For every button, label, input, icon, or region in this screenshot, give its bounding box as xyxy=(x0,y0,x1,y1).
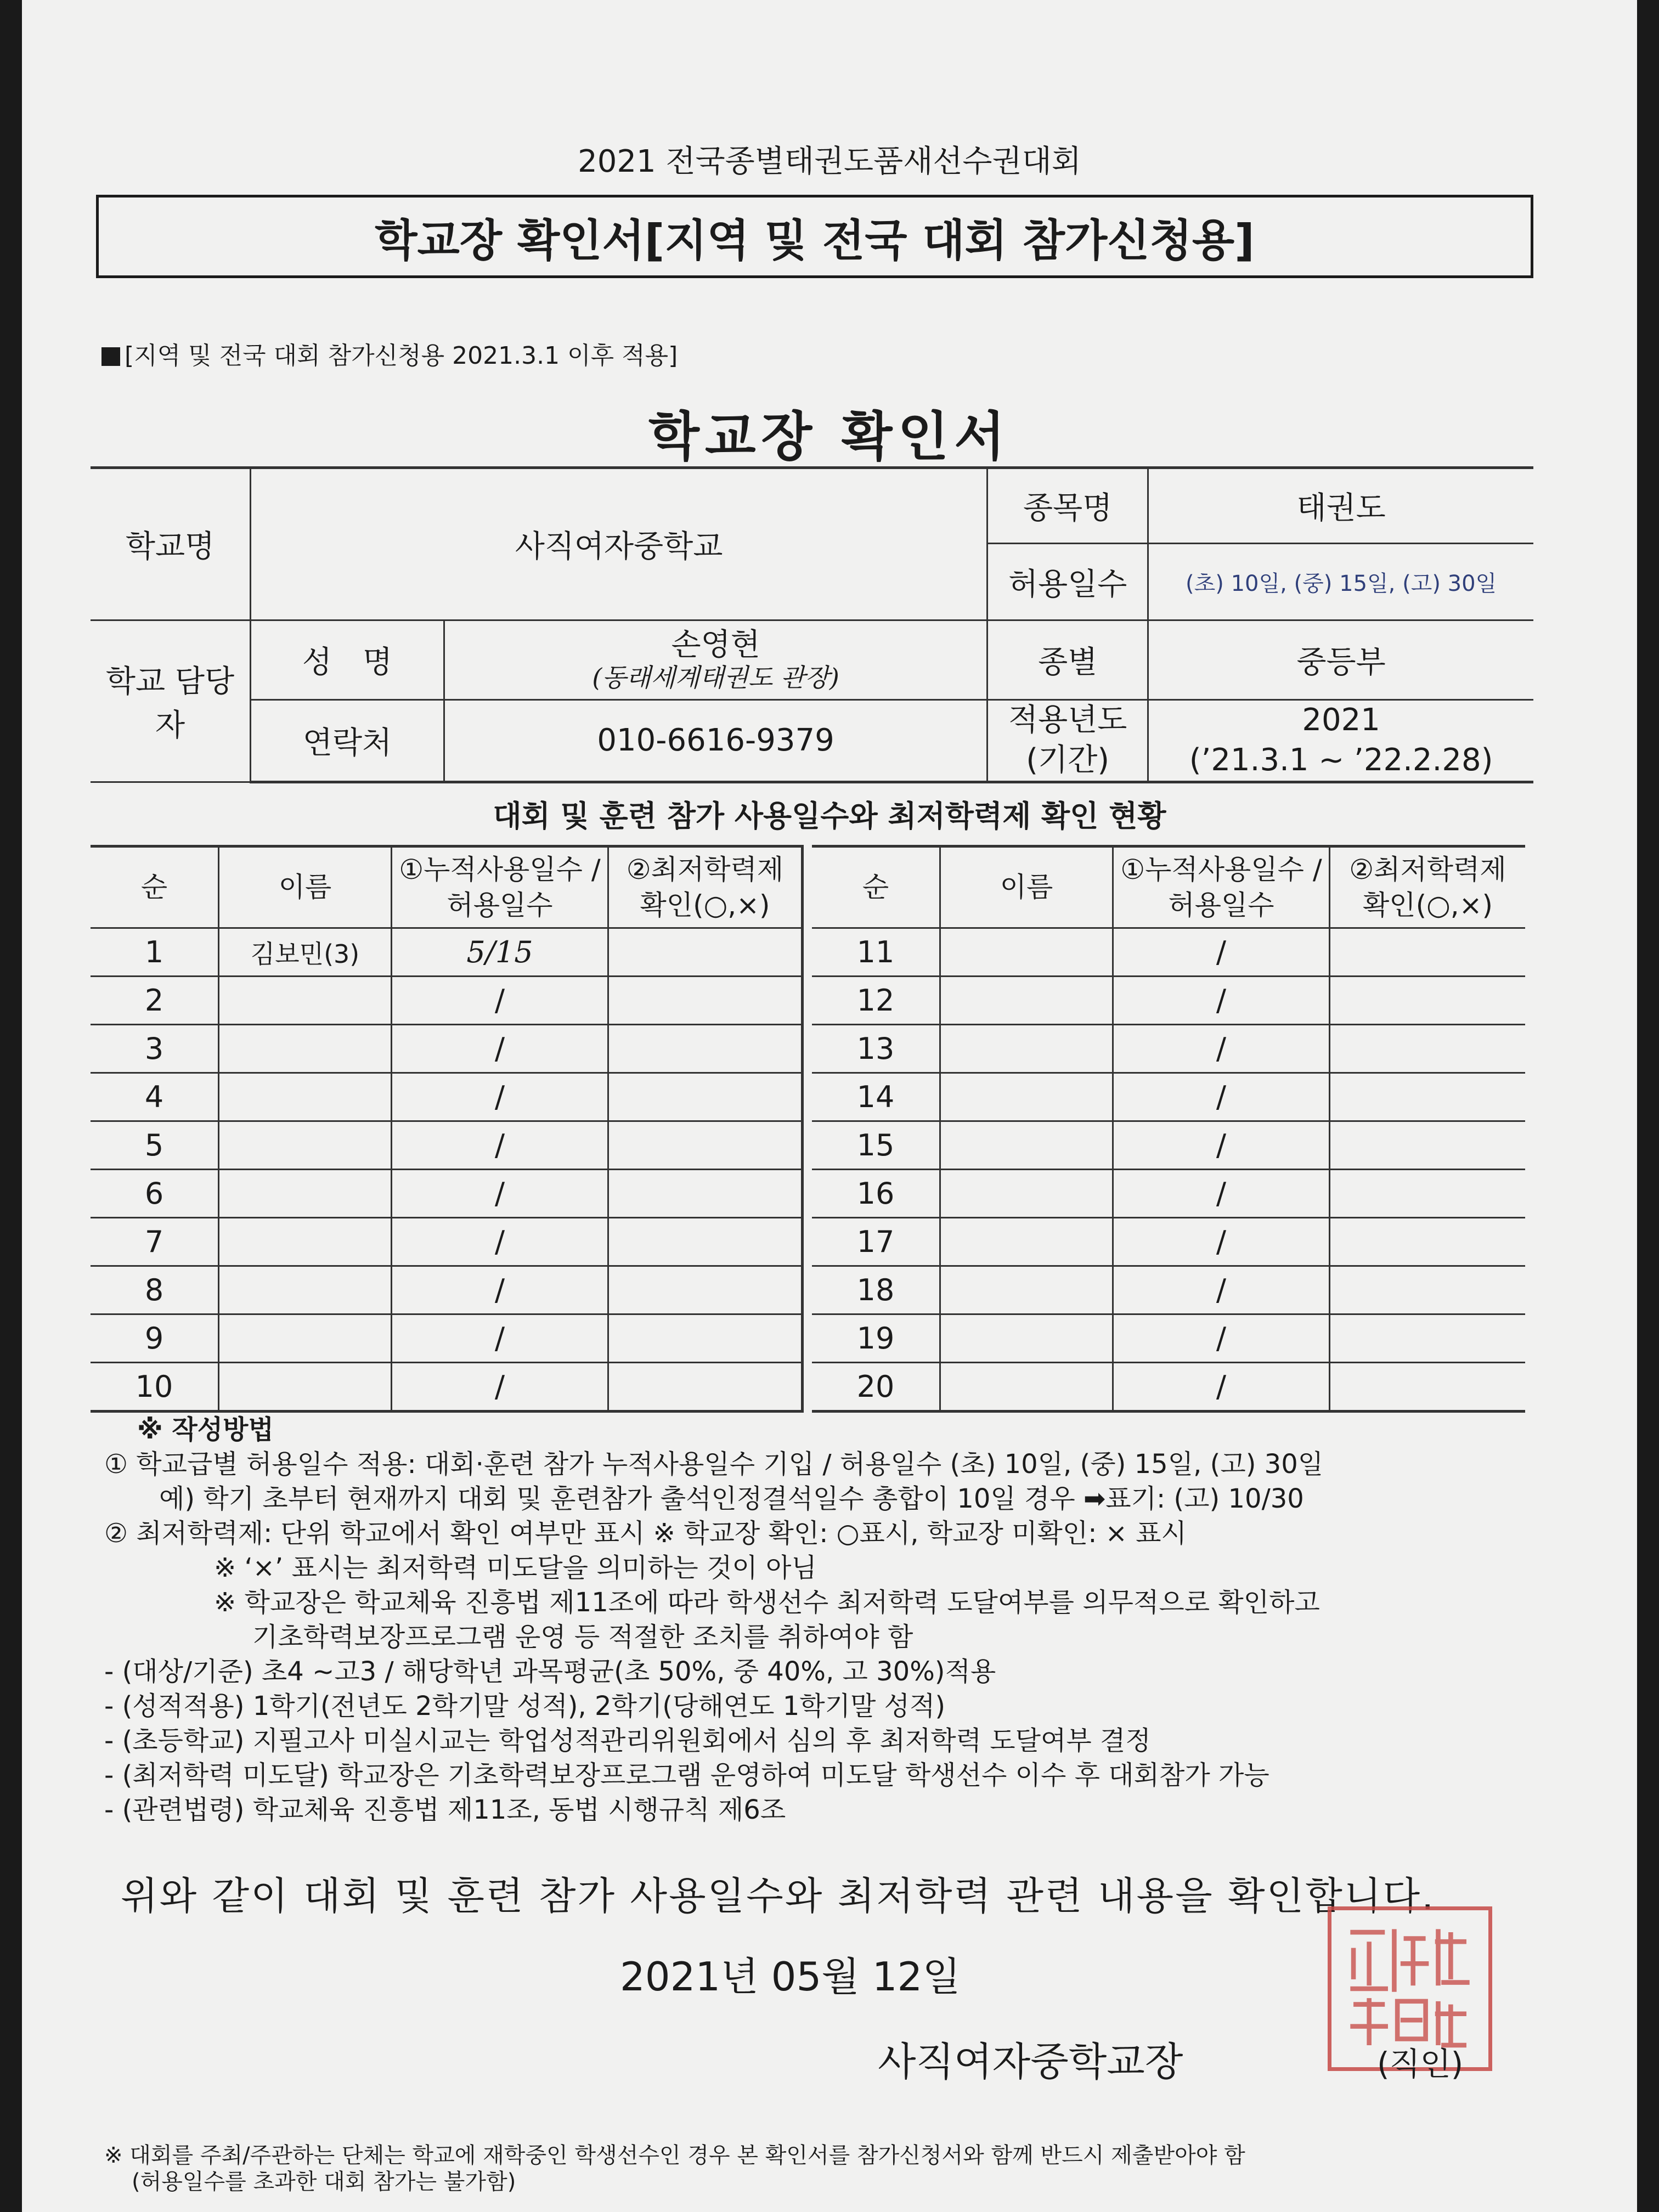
phone-value: 010-6616-9379 xyxy=(444,700,988,782)
row-days: / xyxy=(1113,1266,1330,1314)
notes-line: ※ 학교장은 학교체육 진흥법 제11조에 따라 학생선수 최저학력 도달여부를 의무적으로 확인하고 xyxy=(214,1587,1320,1618)
row-days: / xyxy=(1113,1363,1330,1412)
row-name xyxy=(940,1363,1113,1412)
table-row xyxy=(91,1266,803,1314)
footer-line: ※ 대회를 주최/주관하는 단체는 학교에 재학중인 학생선수인 경우 본 확인서를 참가신청서와 함께 반드시 제출받아야 함 xyxy=(104,2143,1245,2168)
banner-title: 학교장 확인서[지역 및 전국 대회 참가신청용] xyxy=(96,195,1533,278)
allowed-days-label: 허용일수 xyxy=(988,544,1148,620)
row-no: 13 xyxy=(812,1025,940,1073)
row-check xyxy=(608,928,803,977)
phone-label: 연락처 xyxy=(251,700,444,782)
row-name xyxy=(219,977,392,1025)
table-row xyxy=(91,1073,803,1121)
table-row xyxy=(812,977,1525,1025)
confirmation-statement: 위와 같이 대회 및 훈련 참가 사용일수와 최저학력 관련 내용을 확인합니다. xyxy=(121,1874,1436,1918)
school-label: 학교명 xyxy=(91,468,251,620)
row-name xyxy=(219,1314,392,1363)
row-no: 14 xyxy=(812,1073,940,1121)
header-name: 이름 xyxy=(940,847,1113,928)
row-check xyxy=(608,1218,803,1266)
row-no: 20 xyxy=(812,1363,940,1412)
table-row xyxy=(91,977,803,1025)
header-no: 순 xyxy=(91,847,219,928)
row-days: / xyxy=(392,1363,608,1412)
row-name xyxy=(219,1218,392,1266)
name-label: 성 명 xyxy=(251,620,444,700)
row-days: / xyxy=(392,1170,608,1218)
header-days: ①누적사용일수 /허용일수 xyxy=(392,847,608,928)
row-check xyxy=(1330,1266,1526,1314)
table-row xyxy=(91,1218,803,1266)
notes-line: 기초학력보장프로그램 운영 등 적절한 조치를 취하여야 함 xyxy=(252,1622,913,1652)
name-value: 손영현 xyxy=(671,627,760,663)
row-check xyxy=(608,1121,803,1170)
table-row xyxy=(812,1073,1525,1121)
row-name xyxy=(940,1170,1113,1218)
notes-title: ※ 작성방법 xyxy=(137,1414,274,1445)
applied-note xyxy=(101,336,678,371)
row-days: / xyxy=(392,1073,608,1121)
row-no: 8 xyxy=(91,1266,219,1314)
row-days: / xyxy=(1113,1073,1330,1121)
row-name: 김보민(3) xyxy=(219,928,392,977)
row-name xyxy=(219,1170,392,1218)
document-title: 학교장 확인서 xyxy=(648,406,1011,467)
notes-line: - (성적적용) 1학기(전년도 2학기말 성적), 2학기(당해연도 1학기말 성적) xyxy=(104,1691,946,1722)
row-check xyxy=(1330,1073,1526,1121)
row-days: / xyxy=(1113,1025,1330,1073)
row-no: 16 xyxy=(812,1170,940,1218)
row-check xyxy=(1330,1218,1526,1266)
name-cell xyxy=(444,620,988,700)
sport-value: 태권도 xyxy=(1148,468,1533,544)
issue-date: 2021년 05월 12일 xyxy=(620,1954,961,2000)
row-days: / xyxy=(1113,1121,1330,1170)
square-bullet-icon xyxy=(101,347,120,366)
row-name xyxy=(940,1266,1113,1314)
school-value: 사직여자중학교 xyxy=(251,468,988,620)
row-name xyxy=(940,1218,1113,1266)
row-days: / xyxy=(392,977,608,1025)
row-no: 19 xyxy=(812,1314,940,1363)
row-name xyxy=(940,1314,1113,1363)
row-check xyxy=(1330,1121,1526,1170)
row-days: 5/15 xyxy=(392,928,608,977)
table-row xyxy=(812,1121,1525,1170)
header-check: ②최저학력제 확인(○,×) xyxy=(1330,847,1526,928)
division-value: 중등부 xyxy=(1148,620,1533,700)
row-no: 4 xyxy=(91,1073,219,1121)
row-no: 1 xyxy=(91,928,219,977)
row-check xyxy=(608,1170,803,1218)
table-row xyxy=(812,1218,1525,1266)
notes-line: ① 학교급별 허용일수 적용: 대회·훈련 참가 누적사용일수 기입 / 허용일수 (초) 10일, (중) 15일, (고) 30일 xyxy=(104,1449,1324,1480)
row-no: 9 xyxy=(91,1314,219,1363)
row-days: / xyxy=(1113,1218,1330,1266)
notes-line: 예) 학기 초부터 현재까지 대회 및 훈련참가 출석인정결석일수 총합이 10일 경우 ➡표기: (고) 10/30 xyxy=(159,1483,1304,1514)
row-days: / xyxy=(392,1266,608,1314)
document-page xyxy=(22,0,1637,2212)
row-days: / xyxy=(1113,1170,1330,1218)
row-name xyxy=(219,1073,392,1121)
row-no: 5 xyxy=(91,1121,219,1170)
year-value: 2021 xyxy=(1302,702,1380,738)
notes-line: - (대상/기준) 초4 ~고3 / 해당학년 과목평균(초 50%, 중 40%, 고 30%)적용 xyxy=(104,1656,996,1687)
header-days: ①누적사용일수 /허용일수 xyxy=(1113,847,1330,928)
row-days: / xyxy=(392,1121,608,1170)
table-row xyxy=(91,928,803,977)
year-label: 적용년도 (기간) xyxy=(988,700,1148,782)
table-row xyxy=(812,1025,1525,1073)
footer-line: (허용일수를 초과한 대회 참가는 불가함) xyxy=(132,2169,516,2194)
row-name xyxy=(219,1025,392,1073)
table-row xyxy=(91,1314,803,1363)
row-check xyxy=(1330,1025,1526,1073)
row-check xyxy=(1330,928,1526,977)
row-name xyxy=(219,1363,392,1412)
row-no: 18 xyxy=(812,1266,940,1314)
row-check xyxy=(608,1363,803,1412)
row-name xyxy=(219,1266,392,1314)
row-name xyxy=(940,1121,1113,1170)
row-days: / xyxy=(392,1314,608,1363)
row-check xyxy=(1330,977,1526,1025)
row-check xyxy=(1330,1314,1526,1363)
principal-name: 사직여자중학교장 xyxy=(878,2039,1183,2085)
row-days: / xyxy=(392,1218,608,1266)
notes-line: - (관련법령) 학교체육 진흥법 제11조, 동법 시행규칙 제6조 xyxy=(104,1795,786,1825)
row-check xyxy=(608,1073,803,1121)
row-check xyxy=(608,1266,803,1314)
row-days: / xyxy=(392,1025,608,1073)
row-check xyxy=(608,1314,803,1363)
notes-line: ② 최저학력제: 단위 학교에서 확인 여부만 표시 ※ 학교장 확인: ○표시, 학교장 미확인: × 표시 xyxy=(104,1518,1187,1549)
year-cell xyxy=(1148,700,1533,782)
table-row xyxy=(812,1170,1525,1218)
notes-line: ※ ‘×’ 표시는 최저학력 미도달을 의미하는 것이 아님 xyxy=(214,1553,817,1583)
row-no: 12 xyxy=(812,977,940,1025)
row-check xyxy=(608,1025,803,1073)
table-row xyxy=(812,1266,1525,1314)
row-no: 6 xyxy=(91,1170,219,1218)
header-check: ②최저학력제 확인(○,×) xyxy=(608,847,803,928)
table-row xyxy=(91,1363,803,1412)
row-no: 3 xyxy=(91,1025,219,1073)
table-row xyxy=(91,1025,803,1073)
sport-label: 종목명 xyxy=(988,468,1148,544)
usage-section-title: 대회 및 훈련 참가 사용일수와 최저학력제 확인 현황 xyxy=(493,799,1166,833)
notes-line: - (초등학교) 지필고사 미실시교는 학업성적관리위원회에서 심의 후 최저학력 도달여부 결정 xyxy=(104,1725,1151,1756)
row-no: 17 xyxy=(812,1218,940,1266)
row-check xyxy=(1330,1170,1526,1218)
header-name: 이름 xyxy=(219,847,392,928)
row-check xyxy=(608,977,803,1025)
row-days: / xyxy=(1113,928,1330,977)
table-row xyxy=(812,1314,1525,1363)
seal-label: (직인) xyxy=(1377,2045,1464,2083)
applied-note-text: [지역 및 전국 대회 참가신청용 2021.3.1 이후 적용] xyxy=(125,342,678,370)
writing-instructions xyxy=(104,1413,1542,1827)
row-name xyxy=(940,1025,1113,1073)
row-no: 10 xyxy=(91,1363,219,1412)
usage-table-right xyxy=(812,845,1525,1413)
row-days: / xyxy=(1113,977,1330,1025)
division-label: 종별 xyxy=(988,620,1148,700)
row-name xyxy=(940,977,1113,1025)
notes-line: - (최저학력 미도달) 학교장은 기초학력보장프로그램 운영하여 미도달 학생선수 이수 후 대회참가 가능 xyxy=(104,1760,1269,1791)
table-row xyxy=(91,1121,803,1170)
usage-table-left xyxy=(91,845,804,1413)
row-name xyxy=(940,928,1113,977)
row-name xyxy=(940,1073,1113,1121)
table-row xyxy=(812,928,1525,977)
row-check xyxy=(1330,1363,1526,1412)
footer-note xyxy=(104,2142,1531,2195)
table-row xyxy=(91,1170,803,1218)
row-no: 2 xyxy=(91,977,219,1025)
header-no: 순 xyxy=(812,847,940,928)
contact-group-label: 학교 담당자 xyxy=(91,620,251,782)
allowed-days-value: (초) 10일, (중) 15일, (고) 30일 xyxy=(1148,544,1533,620)
row-no: 7 xyxy=(91,1218,219,1266)
school-info-table xyxy=(91,466,1533,783)
row-name xyxy=(219,1121,392,1170)
row-no: 15 xyxy=(812,1121,940,1170)
event-title: 2021 전국종별태권도품새선수권대회 xyxy=(578,144,1081,179)
period-value: (’21.3.1 ~ ’22.2.28) xyxy=(1189,742,1493,778)
row-no: 11 xyxy=(812,928,940,977)
row-days: / xyxy=(1113,1314,1330,1363)
name-note: (동래세계태권도 관장) xyxy=(592,662,839,692)
table-row xyxy=(812,1363,1525,1412)
